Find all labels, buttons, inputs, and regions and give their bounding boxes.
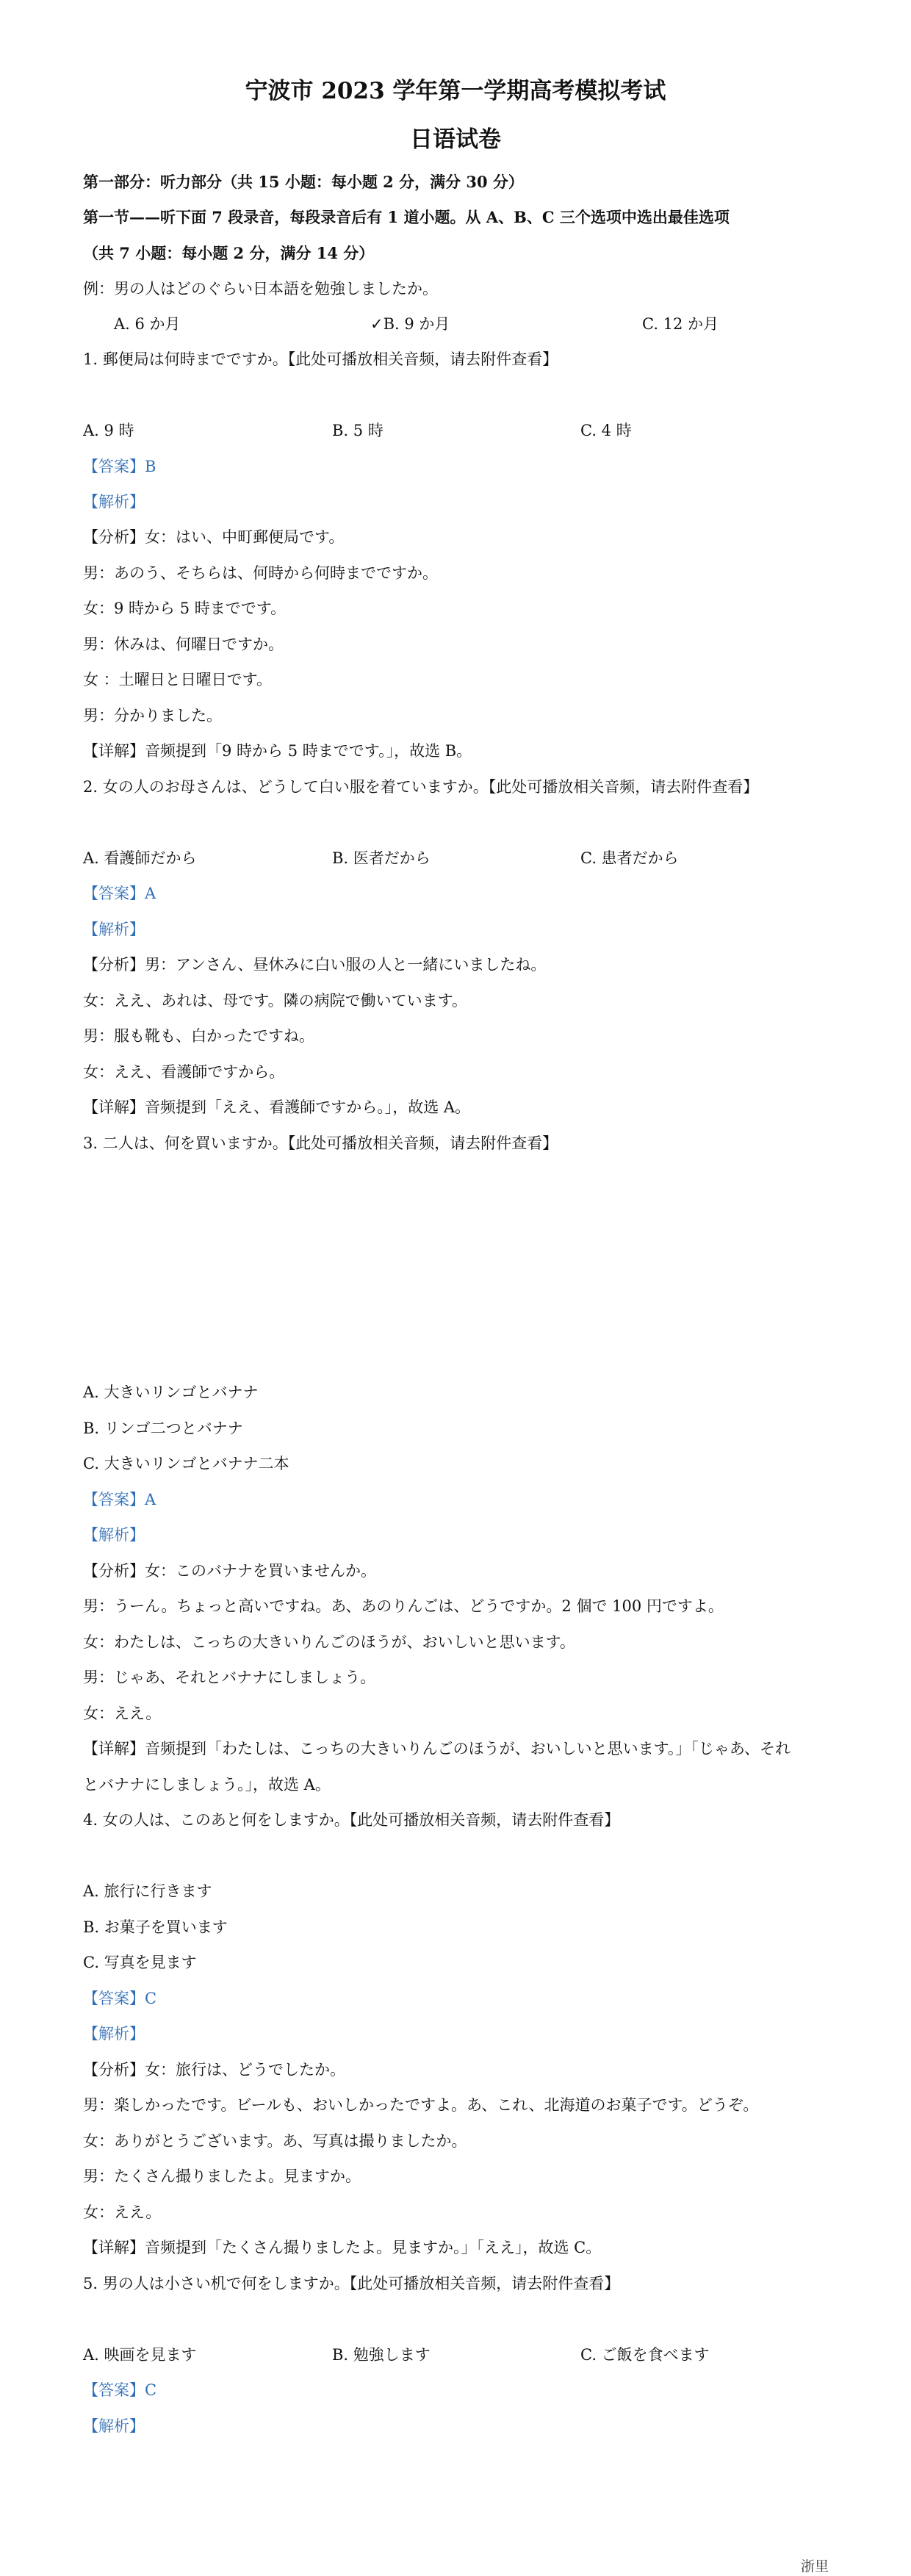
q1-line-5: 女 ：土曜日と日曜日です。: [83, 671, 272, 688]
q4-line-3: 女：ありがとうございます。あ、写真は撮りましたか。: [83, 2132, 467, 2150]
question-2: 2. 女の人のお母さんは、どうして白い服を着ていますか。【此处可播放相关音频，请去附件查看】: [83, 778, 759, 796]
q4-analysis-label: 【解析】: [83, 2025, 145, 2043]
q2-option-a: A. 看護師だから: [83, 849, 197, 867]
q3-line-5: 女：ええ。: [83, 1705, 162, 1722]
q2-option-b: B. 医者だから: [332, 849, 431, 867]
q4-detail: 【详解】音频提到「たくさん撮りましたよ。見ますか。」「ええ」，故选 C。: [83, 2239, 602, 2256]
section1-heading-cont: （共 7 小题：每小题 2 分，满分 14 分）: [83, 244, 375, 262]
q3-option-a: A. 大きいリンゴとバナナ: [83, 1384, 259, 1401]
example-option-b: ✓B. 9 か月: [370, 315, 450, 333]
q1-option-a: A. 9 時: [83, 422, 134, 439]
example-question: 例：男の人はどのぐらい日本語を勉強しましたか。: [83, 280, 438, 298]
q3-line-2: 男：うーん。ちょっと高いですね。あ、あのりんごは、どうですか。2 個で 100 円ですよ。: [83, 1597, 724, 1615]
q3-analysis-label: 【解析】: [83, 1526, 145, 1544]
exam-title: 宁波市 2023 学年第一学期高考模拟考试: [245, 78, 666, 104]
page-footer: 浙里: [801, 2558, 829, 2575]
exam-subtitle: 日语试卷: [410, 126, 501, 153]
q5-option-a: A. 映画を見ます: [83, 2346, 197, 2364]
q1-line-4: 男：休みは、何曜日ですか。: [83, 636, 284, 653]
q3-detail: 【详解】音频提到「わたしは、こっちの大きいりんごのほうが、おいしいと思います。」「じゃあ、それ: [83, 1740, 791, 1757]
q1-detail: 【详解】音频提到「9 時から 5 時までです。」，故选 B。: [83, 742, 472, 760]
q1-analysis-label: 【解析】: [83, 493, 145, 511]
example-option-c: C. 12 か月: [642, 315, 719, 333]
q1-answer: 【答案】B: [83, 458, 156, 475]
q5-analysis-label: 【解析】: [83, 2417, 145, 2435]
q1-option-c: C. 4 時: [580, 422, 632, 439]
q5-option-b: B. 勉強します: [332, 2346, 431, 2364]
q3-option-c: C. 大きいリンゴとバナナ二本: [83, 1455, 289, 1472]
q1-option-b: B. 5 時: [332, 422, 384, 439]
q3-line-3: 女：わたしは、こっちの大きいりんごのほうが、おいしいと思います。: [83, 1633, 575, 1651]
q3-answer: 【答案】A: [83, 1491, 156, 1508]
question-5: 5. 男の人は小さい机で何をしますか。【此处可播放相关音频，请去附件查看】: [83, 2275, 620, 2292]
q2-option-c: C. 患者だから: [580, 849, 679, 867]
q1-line-3: 女：9 時から 5 時までです。: [83, 600, 287, 617]
q3-detail-cont: とバナナにしましょう。」，故选 A。: [83, 1776, 331, 1794]
q4-line-2: 男：楽しかったです。ビールも、おいしかったですよ。あ、これ、北海道のお菓子です。どうぞ。: [83, 2096, 759, 2114]
q2-answer: 【答案】A: [83, 885, 156, 902]
question-3: 3. 二人は、何を買いますか。【此处可播放相关音频，请去附件查看】: [83, 1134, 558, 1152]
q2-line-2: 女：ええ、あれは、母です。隣の病院で働いています。: [83, 992, 467, 1010]
q2-line-4: 女：ええ、看護師ですから。: [83, 1063, 285, 1081]
q2-analysis-label: 【解析】: [83, 921, 145, 938]
q3-line-4: 男：じゃあ、それとバナナにしましょう。: [83, 1669, 376, 1686]
q3-option-b: B. リンゴ二つとバナナ: [83, 1420, 243, 1437]
q4-answer: 【答案】C: [83, 1990, 157, 2007]
example-option-a: A. 6 か月: [114, 315, 181, 333]
q5-option-c: C. ご飯を食べます: [580, 2346, 710, 2364]
q2-line-3: 男：服も靴も、白かったですね。: [83, 1027, 314, 1045]
q4-line-1: 【分析】女：旅行は、どうでしたか。: [83, 2061, 345, 2079]
section1-heading: 第一节——听下面 7 段录音，每段录音后有 1 道小题。从 A、B、C 三个选项中选出最佳选项: [83, 208, 730, 226]
q1-line-2: 男：あのう、そちらは、何時から何時までですか。: [83, 564, 438, 582]
question-1: 1. 郵便局は何時までですか。【此处可播放相关音频，请去附件查看】: [83, 350, 558, 368]
q4-option-b: B. お菓子を買います: [83, 1918, 228, 1936]
q1-line-1: 【分析】女：はい、中町郵便局です。: [83, 528, 345, 546]
q4-option-a: A. 旅行に行きます: [83, 1882, 212, 1900]
q2-line-1: 【分析】男：アンさん、昼休みに白い服の人と一緒にいましたね。: [83, 956, 547, 974]
q5-answer: 【答案】C: [83, 2381, 157, 2399]
q4-line-5: 女：ええ。: [83, 2203, 162, 2221]
question-4: 4. 女の人は、このあと何をしますか。【此处可播放相关音频，请去附件查看】: [83, 1811, 620, 1829]
q4-line-4: 男：たくさん撮りましたよ。見ますか。: [83, 2167, 361, 2185]
q1-line-6: 男：分かりました。: [83, 707, 222, 724]
q4-option-c: C. 写真を見ます: [83, 1954, 197, 1971]
q2-detail: 【详解】音频提到「ええ、看護師ですから。」，故选 A。: [83, 1098, 471, 1116]
part1-heading: 第一部分：听力部分（共 15 小题：每小题 2 分，满分 30 分）: [83, 173, 524, 191]
q3-line-1: 【分析】女：このバナナを買いませんか。: [83, 1562, 376, 1580]
